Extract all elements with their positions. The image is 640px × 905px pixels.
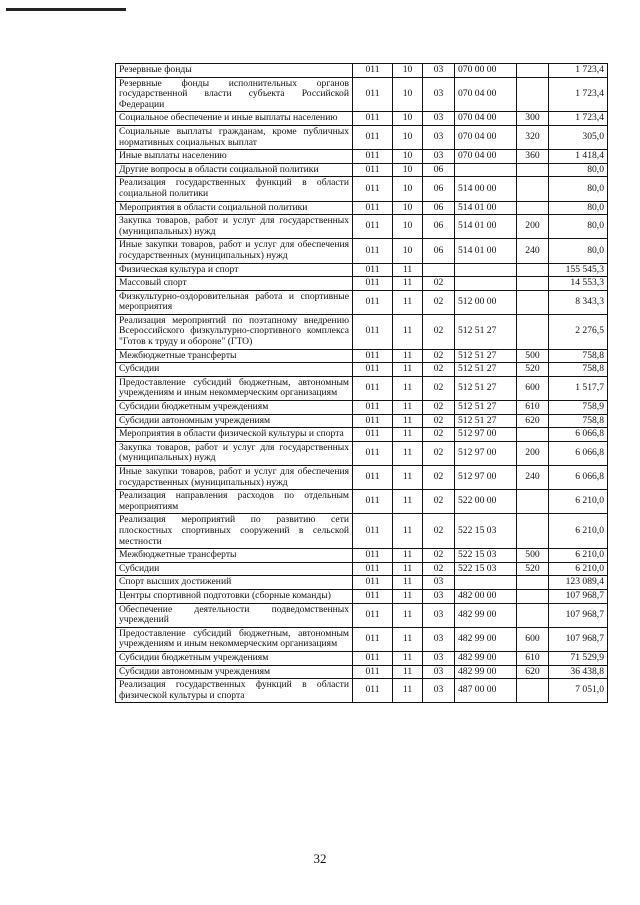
target-article-code: 482 99 00 — [455, 627, 517, 651]
section-code: 11 — [393, 603, 423, 627]
subsection-code: 02 — [423, 314, 455, 349]
section-code: 11 — [393, 363, 423, 377]
subsection-code: 03 — [423, 112, 455, 126]
section-code: 11 — [393, 679, 423, 703]
amount: 6 210,0 — [549, 562, 608, 576]
expense-type-code — [517, 77, 549, 112]
section-code: 11 — [393, 263, 423, 277]
amount: 758,9 — [549, 401, 608, 415]
expense-type-code — [517, 277, 549, 291]
section-code: 11 — [393, 627, 423, 651]
table-row — [116, 665, 608, 679]
target-article-code: 512 51 27 — [455, 401, 517, 415]
ministry-code: 011 — [353, 562, 393, 576]
expense-type-code — [517, 576, 549, 590]
section-code: 11 — [393, 290, 423, 314]
subsection-code: 03 — [423, 589, 455, 603]
target-article-code: 512 51 27 — [455, 349, 517, 363]
expense-type-code: 620 — [517, 665, 549, 679]
table-row — [116, 414, 608, 428]
amount: 6 066,8 — [549, 428, 608, 442]
row-name: Резервные фонды — [116, 64, 353, 78]
scan-edge-mark — [6, 8, 126, 11]
amount: 107 968,7 — [549, 603, 608, 627]
target-article-code: 070 00 00 — [455, 64, 517, 78]
expense-type-code — [517, 514, 549, 549]
ministry-code: 011 — [353, 290, 393, 314]
row-name: Социальное обеспечение и иные выплаты населению — [116, 112, 353, 126]
ministry-code: 011 — [353, 679, 393, 703]
table-row — [116, 679, 608, 703]
ministry-code: 011 — [353, 125, 393, 149]
expense-type-code — [517, 679, 549, 703]
table-row — [116, 125, 608, 149]
table-row — [116, 150, 608, 164]
amount: 6 066,8 — [549, 466, 608, 490]
amount: 107 968,7 — [549, 627, 608, 651]
section-code: 10 — [393, 201, 423, 215]
ministry-code: 011 — [353, 414, 393, 428]
target-article-code: 522 15 03 — [455, 514, 517, 549]
target-article-code: 070 04 00 — [455, 77, 517, 112]
table-row — [116, 603, 608, 627]
section-code: 11 — [393, 414, 423, 428]
row-name: Субсидии — [116, 363, 353, 377]
target-article-code: 482 99 00 — [455, 651, 517, 665]
amount: 80,0 — [549, 239, 608, 263]
row-name: Закупка товаров, работ и услуг для государственных (муниципальных) нужд — [116, 441, 353, 465]
ministry-code: 011 — [353, 603, 393, 627]
section-code: 11 — [393, 549, 423, 563]
section-code: 10 — [393, 239, 423, 263]
ministry-code: 011 — [353, 163, 393, 177]
ministry-code: 011 — [353, 576, 393, 590]
ministry-code: 011 — [353, 589, 393, 603]
target-article-code: 512 97 00 — [455, 466, 517, 490]
target-article-code — [455, 576, 517, 590]
row-name: Иные закупки товаров, работ и услуг для обеспечения государственных (муниципальных) нужд — [116, 466, 353, 490]
table-row — [116, 112, 608, 126]
target-article-code: 070 04 00 — [455, 125, 517, 149]
subsection-code: 03 — [423, 603, 455, 627]
section-code: 11 — [393, 651, 423, 665]
subsection-code: 02 — [423, 277, 455, 291]
row-name: Мероприятия в области физической культуры и спорта — [116, 428, 353, 442]
amount: 71 529,9 — [549, 651, 608, 665]
amount: 123 089,4 — [549, 576, 608, 590]
row-name: Спорт высших достижений — [116, 576, 353, 590]
target-article-code: 512 51 27 — [455, 376, 517, 400]
table-row — [116, 651, 608, 665]
subsection-code: 03 — [423, 651, 455, 665]
row-name: Субсидии автономным учреждениям — [116, 665, 353, 679]
ministry-code: 011 — [353, 514, 393, 549]
ministry-code: 011 — [353, 201, 393, 215]
target-article-code: 482 99 00 — [455, 665, 517, 679]
ministry-code: 011 — [353, 428, 393, 442]
amount: 6 066,8 — [549, 441, 608, 465]
row-name: Реализация мероприятий по развитию сети плоскостных спортивных сооружений в сельской местности — [116, 514, 353, 549]
amount: 107 968,7 — [549, 589, 608, 603]
row-name: Межбюджетные трансферты — [116, 349, 353, 363]
amount: 14 553,3 — [549, 277, 608, 291]
target-article-code: 514 01 00 — [455, 239, 517, 263]
target-article-code: 514 00 00 — [455, 177, 517, 201]
section-code: 10 — [393, 64, 423, 78]
amount: 758,8 — [549, 349, 608, 363]
amount: 8 343,3 — [549, 290, 608, 314]
section-code: 10 — [393, 112, 423, 126]
section-code: 11 — [393, 349, 423, 363]
expense-type-code: 520 — [517, 562, 549, 576]
subsection-code: 02 — [423, 514, 455, 549]
expense-type-code: 500 — [517, 349, 549, 363]
ministry-code: 011 — [353, 466, 393, 490]
amount: 155 545,3 — [549, 263, 608, 277]
row-name: Реализация мероприятий по поэтапному внедрению Всероссийского физкультурно-спортивного комплекса "Готов к труду и обороне" (ГТО) — [116, 314, 353, 349]
target-article-code: 512 00 00 — [455, 290, 517, 314]
table-row — [116, 490, 608, 514]
table-row — [116, 201, 608, 215]
table-row — [116, 401, 608, 415]
row-name: Реализация государственных функций в области физической культуры и спорта — [116, 679, 353, 703]
expense-type-code — [517, 589, 549, 603]
subsection-code: 02 — [423, 349, 455, 363]
expense-type-code: 620 — [517, 414, 549, 428]
table-row — [116, 514, 608, 549]
subsection-code: 03 — [423, 665, 455, 679]
ministry-code: 011 — [353, 314, 393, 349]
section-code: 11 — [393, 576, 423, 590]
subsection-code: 06 — [423, 163, 455, 177]
table-row — [116, 277, 608, 291]
expense-type-code: 360 — [517, 150, 549, 164]
subsection-code: 02 — [423, 363, 455, 377]
target-article-code: 514 01 00 — [455, 215, 517, 239]
budget-table — [115, 63, 608, 703]
amount: 6 210,0 — [549, 514, 608, 549]
row-name: Субсидии бюджетным учреждениям — [116, 401, 353, 415]
ministry-code: 011 — [353, 363, 393, 377]
section-code: 11 — [393, 490, 423, 514]
section-code: 11 — [393, 589, 423, 603]
expense-type-code — [517, 64, 549, 78]
amount: 1 723,4 — [549, 112, 608, 126]
table-row — [116, 239, 608, 263]
subsection-code: 02 — [423, 490, 455, 514]
table-row — [116, 466, 608, 490]
expense-type-code: 610 — [517, 651, 549, 665]
section-code: 10 — [393, 150, 423, 164]
section-code: 11 — [393, 277, 423, 291]
page-number: 32 — [313, 851, 327, 866]
expense-type-code — [517, 263, 549, 277]
target-article-code: 512 51 27 — [455, 363, 517, 377]
subsection-code: 02 — [423, 441, 455, 465]
target-article-code: 522 15 03 — [455, 549, 517, 563]
amount: 80,0 — [549, 177, 608, 201]
section-code: 10 — [393, 177, 423, 201]
expense-type-code: 240 — [517, 466, 549, 490]
row-name: Иные закупки товаров, работ и услуг для обеспечения государственных (муниципальных) нужд — [116, 239, 353, 263]
target-article-code — [455, 163, 517, 177]
table-row — [116, 441, 608, 465]
amount: 7 051,0 — [549, 679, 608, 703]
row-name: Массовый спорт — [116, 277, 353, 291]
budget-table-body — [116, 64, 608, 703]
amount: 758,8 — [549, 363, 608, 377]
ministry-code: 011 — [353, 441, 393, 465]
ministry-code: 011 — [353, 112, 393, 126]
row-name: Предоставление субсидий бюджетным, автономным учреждениям и иным некоммерческим организациям — [116, 376, 353, 400]
section-code: 11 — [393, 428, 423, 442]
expense-type-code — [517, 177, 549, 201]
amount: 2 276,5 — [549, 314, 608, 349]
row-name: Субсидии автономным учреждениям — [116, 414, 353, 428]
expense-type-code: 320 — [517, 125, 549, 149]
expense-type-code — [517, 290, 549, 314]
subsection-code: 06 — [423, 201, 455, 215]
subsection-code: 02 — [423, 466, 455, 490]
amount: 6 210,0 — [549, 549, 608, 563]
subsection-code: 03 — [423, 77, 455, 112]
expense-type-code: 520 — [517, 363, 549, 377]
subsection-code: 06 — [423, 239, 455, 263]
amount: 36 438,8 — [549, 665, 608, 679]
subsection-code: 02 — [423, 414, 455, 428]
row-name: Реализация направления расходов по отдельным мероприятиям — [116, 490, 353, 514]
subsection-code: 02 — [423, 290, 455, 314]
ministry-code: 011 — [353, 177, 393, 201]
expense-type-code — [517, 490, 549, 514]
section-code: 11 — [393, 665, 423, 679]
section-code: 10 — [393, 163, 423, 177]
ministry-code: 011 — [353, 627, 393, 651]
ministry-code: 011 — [353, 239, 393, 263]
section-code: 11 — [393, 401, 423, 415]
subsection-code: 06 — [423, 215, 455, 239]
table-row — [116, 177, 608, 201]
section-code: 10 — [393, 215, 423, 239]
row-name: Социальные выплаты гражданам, кроме публичных нормативных социальных выплат — [116, 125, 353, 149]
row-name: Физическая культура и спорт — [116, 263, 353, 277]
expense-type-code: 610 — [517, 401, 549, 415]
target-article-code: 522 15 03 — [455, 562, 517, 576]
row-name: Межбюджетные трансферты — [116, 549, 353, 563]
amount: 1 418,4 — [549, 150, 608, 164]
target-article-code: 514 01 00 — [455, 201, 517, 215]
ministry-code: 011 — [353, 490, 393, 514]
subsection-code: 03 — [423, 679, 455, 703]
amount: 305,0 — [549, 125, 608, 149]
expense-type-code: 600 — [517, 627, 549, 651]
amount: 80,0 — [549, 215, 608, 239]
table-row — [116, 215, 608, 239]
section-code: 11 — [393, 441, 423, 465]
section-code: 11 — [393, 466, 423, 490]
row-name: Физкультурно-оздоровительная работа и спортивные мероприятия — [116, 290, 353, 314]
amount: 1 517,7 — [549, 376, 608, 400]
subsection-code: 02 — [423, 549, 455, 563]
subsection-code: 02 — [423, 428, 455, 442]
expense-type-code: 200 — [517, 441, 549, 465]
subsection-code: 02 — [423, 376, 455, 400]
row-name: Предоставление субсидий бюджетным, автономным учреждениям и иным некоммерческим организациям — [116, 627, 353, 651]
section-code: 11 — [393, 514, 423, 549]
ministry-code: 011 — [353, 651, 393, 665]
ministry-code: 011 — [353, 277, 393, 291]
expense-type-code: 500 — [517, 549, 549, 563]
table-row — [116, 627, 608, 651]
row-name: Реализация государственных функций в области социальной политики — [116, 177, 353, 201]
table-row — [116, 562, 608, 576]
table-row — [116, 314, 608, 349]
subsection-code: 02 — [423, 562, 455, 576]
expense-type-code — [517, 201, 549, 215]
subsection-code: 03 — [423, 150, 455, 164]
row-name: Субсидии бюджетным учреждениям — [116, 651, 353, 665]
target-article-code: 522 00 00 — [455, 490, 517, 514]
ministry-code: 011 — [353, 150, 393, 164]
amount: 80,0 — [549, 163, 608, 177]
subsection-code: 03 — [423, 576, 455, 590]
ministry-code: 011 — [353, 77, 393, 112]
expense-type-code — [517, 163, 549, 177]
table-row — [116, 363, 608, 377]
table-row — [116, 163, 608, 177]
target-article-code: 512 97 00 — [455, 441, 517, 465]
row-name: Субсидии — [116, 562, 353, 576]
expense-type-code: 240 — [517, 239, 549, 263]
section-code: 10 — [393, 125, 423, 149]
section-code: 10 — [393, 77, 423, 112]
row-name: Иные выплаты населению — [116, 150, 353, 164]
expense-type-code: 300 — [517, 112, 549, 126]
target-article-code: 512 51 27 — [455, 314, 517, 349]
expense-type-code: 200 — [517, 215, 549, 239]
table-row — [116, 77, 608, 112]
subsection-code — [423, 263, 455, 277]
table-row — [116, 376, 608, 400]
amount: 1 723,4 — [549, 64, 608, 78]
ministry-code: 011 — [353, 401, 393, 415]
row-name: Другие вопросы в области социальной политики — [116, 163, 353, 177]
target-article-code: 070 04 00 — [455, 112, 517, 126]
ministry-code: 011 — [353, 215, 393, 239]
target-article-code — [455, 277, 517, 291]
expense-type-code — [517, 603, 549, 627]
section-code: 11 — [393, 376, 423, 400]
target-article-code: 512 97 00 — [455, 428, 517, 442]
row-name: Центры спортивной подготовки (сборные команды) — [116, 589, 353, 603]
amount: 6 210,0 — [549, 490, 608, 514]
table-row — [116, 263, 608, 277]
row-name: Обеспечение деятельности подведомственных учреждений — [116, 603, 353, 627]
expense-type-code — [517, 428, 549, 442]
target-article-code: 482 00 00 — [455, 589, 517, 603]
table-row — [116, 349, 608, 363]
subsection-code: 03 — [423, 64, 455, 78]
target-article-code: 070 04 00 — [455, 150, 517, 164]
subsection-code: 03 — [423, 125, 455, 149]
table-row — [116, 290, 608, 314]
amount: 758,8 — [549, 414, 608, 428]
section-code: 11 — [393, 562, 423, 576]
target-article-code — [455, 263, 517, 277]
expense-type-code: 600 — [517, 376, 549, 400]
subsection-code: 02 — [423, 401, 455, 415]
expense-type-code — [517, 314, 549, 349]
row-name: Закупка товаров, работ и услуг для государственных (муниципальных) нужд — [116, 215, 353, 239]
table-row — [116, 64, 608, 78]
target-article-code: 512 51 27 — [455, 414, 517, 428]
ministry-code: 011 — [353, 263, 393, 277]
ministry-code: 011 — [353, 64, 393, 78]
table-row — [116, 576, 608, 590]
ministry-code: 011 — [353, 349, 393, 363]
table-row — [116, 549, 608, 563]
amount: 1 723,4 — [549, 77, 608, 112]
ministry-code: 011 — [353, 665, 393, 679]
section-code: 11 — [393, 314, 423, 349]
amount: 80,0 — [549, 201, 608, 215]
row-name: Резервные фонды исполнительных органов государственной власти субъекта Российской Федерации — [116, 77, 353, 112]
target-article-code: 482 99 00 — [455, 603, 517, 627]
table-row — [116, 589, 608, 603]
row-name: Мероприятия в области социальной политики — [116, 201, 353, 215]
target-article-code: 487 00 00 — [455, 679, 517, 703]
subsection-code: 06 — [423, 177, 455, 201]
subsection-code: 03 — [423, 627, 455, 651]
table-row — [116, 428, 608, 442]
ministry-code: 011 — [353, 549, 393, 563]
ministry-code: 011 — [353, 376, 393, 400]
